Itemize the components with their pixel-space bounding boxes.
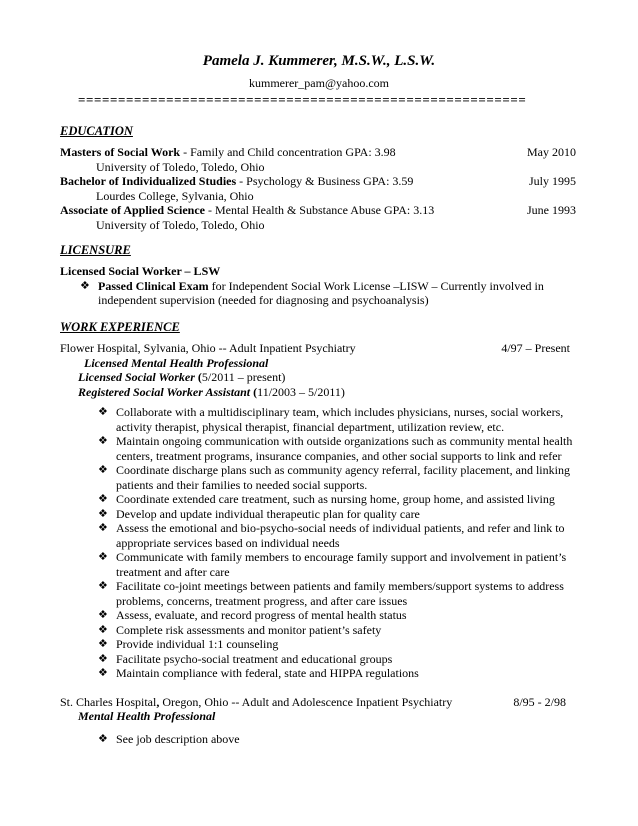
work-title: WORK EXPERIENCE	[60, 320, 180, 334]
job-header	[60, 695, 580, 710]
education-entry	[60, 174, 580, 189]
list-item: ❖ Maintain compliance with federal, state and HIPPA regulations	[98, 666, 419, 680]
diamond-bullet-icon: ❖	[98, 651, 108, 665]
license-name: Licensed Social Worker – LSW	[60, 264, 221, 278]
licensure-list	[60, 279, 580, 308]
list-item: ❖ Coordinate discharge plans such as community agency referral, facility placement, and linking patients and their families to needed social supports.	[98, 463, 570, 492]
diamond-bullet-icon: ❖	[98, 463, 108, 476]
job-role: Licensed Mental Health Professional	[84, 355, 269, 370]
diamond-bullet-icon: ❖	[98, 622, 108, 636]
diamond-bullet-icon: ❖	[98, 608, 108, 621]
list-item	[60, 279, 580, 308]
job-header	[60, 341, 580, 356]
job-duties-list	[98, 732, 580, 747]
degree-name: Bachelor of Individualized Studies	[60, 174, 237, 188]
job-role: Licensed Social Worker (5/2011 – present)	[78, 370, 286, 384]
school-name: Lourdes College, Sylvania, Ohio	[96, 188, 254, 203]
diamond-bullet-icon: ❖	[98, 550, 108, 563]
diamond-bullet-icon: ❖	[98, 521, 108, 534]
licensure-title: LICENSURE	[60, 243, 131, 257]
candidate-name: Pamela J. Kummerer, M.S.W., L.S.W.	[202, 53, 436, 69]
list-item: ❖ Communicate with family members to encourage family support and involvement in patient’s treatment and after care	[98, 550, 567, 579]
education-entry	[60, 203, 580, 218]
diamond-bullet-icon: ❖	[98, 405, 108, 418]
school-name: University of Toledo, Toledo, Ohio	[96, 159, 265, 174]
list-item: ❖ Collaborate with a multidisciplinary team, which includes physicians, nurses, social workers, activity therapist, physical therapist, financial department, utilization review, etc.	[98, 405, 564, 434]
list-item: ❖ Assess the emotional and bio-psycho-social needs of individual patients, and refer and link to appropriate services based on individual needs	[98, 521, 565, 550]
list-item: ❖ Maintain ongoing communication with outside organizations such as community mental health centers, treatment programs, insurance companies, and other social supports to link and refer	[98, 434, 573, 463]
exam-status: Passed Clinical Exam	[98, 278, 209, 293]
education-title: EDUCATION	[60, 124, 133, 138]
education-section	[60, 124, 580, 232]
list-item: ❖ Complete risk assessments and monitor patient’s safety	[98, 622, 382, 637]
list-item: ❖ See job description above	[98, 731, 240, 746]
diamond-bullet-icon: ❖	[98, 434, 108, 447]
diamond-bullet-icon: ❖	[80, 278, 90, 292]
school-name: University of Toledo, Toledo, Ohio	[96, 217, 265, 232]
diamond-bullet-icon: ❖	[98, 506, 108, 520]
employer: Flower Hospital, Sylvania, Ohio -- Adult Inpatient Psychiatry	[60, 341, 356, 355]
job-date: 8/95 - 2/98	[513, 694, 566, 709]
degree-name: Associate of Applied Science	[60, 203, 205, 217]
list-item: ❖ Coordinate extended care treatment, such as nursing home, group home, and assisted living	[98, 492, 555, 506]
list-item: ❖ Facilitate co-joint meetings between patients and family members/support systems to address problems, concerns, treatment progress, and after care issues	[98, 579, 564, 608]
job-role: Registered Social Worker Assistant (11/2003 – 5/2011)	[78, 384, 345, 399]
list-item: ❖ Facilitate psycho-social treatment and educational groups	[98, 651, 393, 666]
diamond-bullet-icon: ❖	[98, 579, 108, 592]
work-section	[60, 320, 580, 746]
list-item: ❖ Provide individual 1:1 counseling	[98, 637, 279, 651]
degree-name: Masters of Social Work	[60, 145, 181, 159]
degree-date: May 2010	[527, 145, 576, 159]
education-entry	[60, 145, 580, 160]
candidate-email: kummerer_pam@yahoo.com	[248, 76, 389, 90]
exam-detail: for Independent Social Work License –LISW – Currently involved in independent supervision (needed for diagnosing and psychoanalysis)	[98, 278, 544, 307]
degree-detail: - Mental Health & Substance Abuse GPA: 3.13	[205, 203, 435, 217]
degree-detail: - Psychology & Business GPA: 3.59	[236, 174, 414, 188]
job-duties-list	[98, 405, 580, 681]
header-divider: ========================================================	[78, 93, 527, 107]
list-item: ❖ Assess, evaluate, and record progress of mental health status	[98, 608, 407, 622]
diamond-bullet-icon: ❖	[98, 731, 108, 745]
list-item: ❖ Develop and update individual therapeutic plan for quality care	[98, 506, 420, 521]
job-date: 4/97 – Present	[501, 341, 570, 355]
degree-date: June 1993	[527, 203, 576, 217]
diamond-bullet-icon: ❖	[98, 492, 108, 505]
degree-detail: - Family and Child concentration GPA: 3.98	[180, 145, 396, 159]
job-role: Mental Health Professional	[78, 709, 216, 723]
degree-date: July 1995	[528, 174, 576, 188]
licensure-section	[60, 243, 580, 308]
employer: St. Charles Hospital, Oregon, Ohio -- Adult and Adolescence Inpatient Psychiatry	[60, 694, 453, 709]
diamond-bullet-icon: ❖	[98, 637, 108, 650]
diamond-bullet-icon: ❖	[98, 666, 108, 679]
